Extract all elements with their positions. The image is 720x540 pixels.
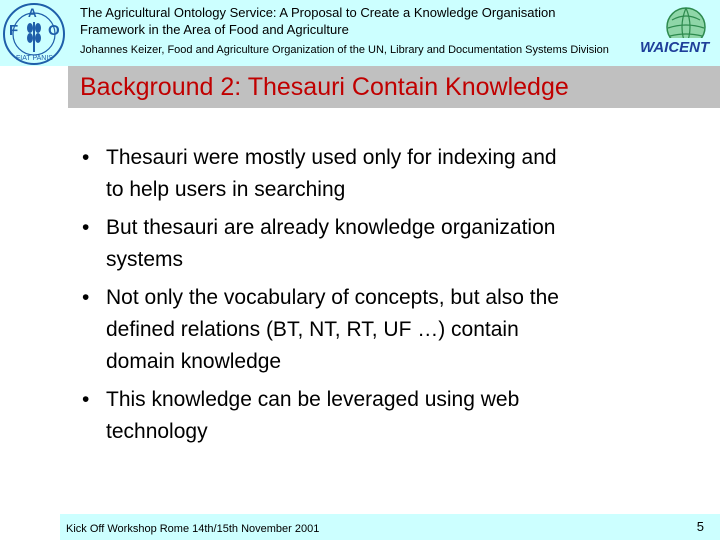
bullet-line: defined relations (BT, NT, RT, UF …) contain <box>106 318 519 341</box>
bullet-icon: • <box>82 286 90 309</box>
presentation-title-line1: The Agricultural Ontology Service: A Proposal to Create a Knowledge Organisation <box>80 5 556 20</box>
svg-text:F: F <box>9 22 19 39</box>
waicent-logo-icon <box>636 0 718 64</box>
svg-text:FIAT PANIS: FIAT PANIS <box>16 55 53 62</box>
bullet-line: This knowledge can be leveraged using web <box>106 388 520 411</box>
page-number: 5 <box>696 519 704 534</box>
bullet-icon: • <box>82 216 90 239</box>
bullet-item <box>76 212 656 276</box>
bullet-line: technology <box>106 420 208 443</box>
footer-text: Kick Off Workshop Rome 14th/15th November 2001 <box>66 523 320 535</box>
bullet-line: systems <box>106 248 184 271</box>
slide-footer <box>60 514 720 540</box>
slide-title: Background 2: Thesauri Contain Knowledge <box>80 73 569 101</box>
bullet-item <box>76 282 656 378</box>
bullet-line: Thesauri were mostly used only for indexing and <box>106 146 557 169</box>
bullet-item <box>76 384 656 448</box>
presenter-info: Johannes Keizer, Food and Agriculture Organization of the UN, Library and Documentation Systems Division <box>80 44 609 56</box>
bullet-line: But thesauri are already knowledge organization <box>106 216 556 239</box>
slide-header <box>0 0 720 66</box>
fao-logo-icon <box>2 2 66 66</box>
bullet-item <box>76 142 656 206</box>
presentation-title <box>80 4 640 38</box>
bullet-line: domain knowledge <box>106 350 282 373</box>
title-bar <box>68 66 720 108</box>
svg-text:O: O <box>48 22 60 39</box>
presentation-title-line2: Framework in the Area of Food and Agriculture <box>80 22 349 37</box>
bullet-icon: • <box>82 388 90 411</box>
svg-text:WAICENT: WAICENT <box>640 39 710 56</box>
bullet-line: to help users in searching <box>106 178 346 201</box>
svg-text:A: A <box>28 6 37 20</box>
bullet-icon: • <box>82 146 90 169</box>
bullet-line: Not only the vocabulary of concepts, but also the <box>106 286 559 309</box>
bullet-list <box>76 142 656 454</box>
